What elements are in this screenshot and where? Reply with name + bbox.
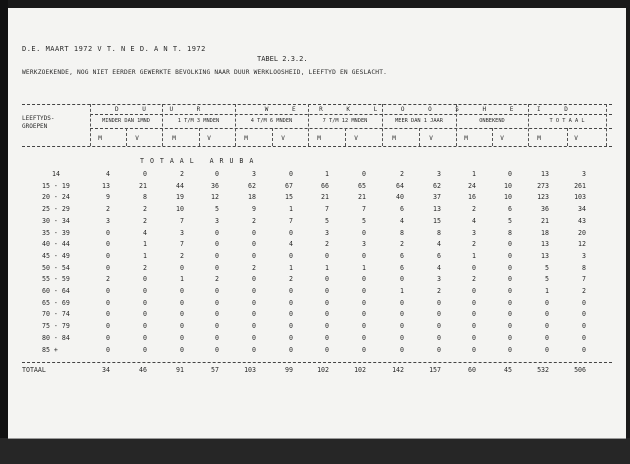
table-cell: 0 (472, 322, 476, 331)
age-group-label: 35 - 39 (42, 228, 70, 237)
table-cell: 7 (582, 275, 586, 284)
table-cell: 5 (545, 263, 549, 272)
table-cell: 0 (508, 170, 512, 178)
table-cell: 0 (472, 287, 476, 295)
table-cell: 2 (143, 263, 147, 272)
table-cell: 13 (541, 170, 549, 178)
table-cell: 0 (180, 310, 184, 319)
table-cell: 0 (582, 310, 586, 319)
table-cell: 0 (289, 333, 293, 342)
table-cell: 0 (508, 298, 512, 307)
duration-group-header: MEER DAN 1 JAAR (395, 118, 443, 124)
duration-group-header: 1 T/M 3 MNDEN (177, 118, 220, 124)
rule-mid (90, 114, 612, 115)
table-cell: 0 (508, 240, 512, 249)
table-cell: 37 (433, 193, 441, 202)
age-group-label: 70 - 74 (42, 310, 70, 319)
table-cell: 0 (325, 251, 329, 260)
table-cell: 3 (180, 228, 184, 237)
table-cell: 9 (252, 205, 256, 214)
table-cell: 0 (582, 298, 586, 307)
table-cell: 0 (362, 287, 366, 295)
total-cell: 91 (176, 366, 184, 374)
table-cell: 103 (574, 193, 586, 202)
table-cell: 4 (437, 240, 441, 249)
table-cell: 44 (176, 181, 184, 190)
table-cell: 13 (541, 251, 549, 260)
table-cell: 13 (433, 205, 441, 214)
table-cell: 4 (289, 240, 293, 249)
table-cell: 3 (106, 216, 110, 225)
total-cell: 45 (504, 366, 512, 374)
table-cell: 0 (106, 228, 110, 237)
table-cell: 2 (325, 240, 329, 249)
age-group-label: 20 - 24 (42, 193, 70, 202)
table-cell: 6 (508, 205, 512, 214)
table-cell: 0 (400, 298, 404, 307)
table-cell: 8 (400, 228, 404, 237)
table-cell: 5 (508, 216, 512, 225)
table-cell: 16 (468, 193, 476, 202)
table-cell: 1 (289, 263, 293, 272)
table-cell: 1 (143, 240, 147, 249)
total-cell: 46 (139, 366, 147, 374)
table-cell: 0 (437, 310, 441, 319)
table-cell: 0 (215, 263, 219, 272)
table-cell: 0 (180, 345, 184, 354)
table-cell: 0 (545, 333, 549, 342)
table-cell: 0 (289, 287, 293, 295)
sex-header: V (574, 135, 578, 142)
table-cell: 2 (143, 205, 147, 214)
table-cell: 0 (143, 333, 147, 342)
table-cell: 0 (215, 228, 219, 237)
table-cell: 0 (143, 275, 147, 284)
table-cell: 0 (180, 298, 184, 307)
table-cell: 2 (180, 251, 184, 260)
table-cell: 67 (285, 181, 293, 190)
table-cell: 0 (289, 310, 293, 319)
table-cell: 8 (143, 193, 147, 202)
table-cell: 15 (433, 216, 441, 225)
sex-header: M (172, 135, 176, 142)
table-cell: 2 (252, 263, 256, 272)
age-group-label: 60 - 64 (42, 287, 70, 295)
table-cell: 0 (472, 310, 476, 319)
table-cell: 0 (325, 298, 329, 307)
table-cell: 1 (472, 170, 476, 178)
sex-header: M (392, 135, 396, 142)
table-cell: 0 (215, 333, 219, 342)
table-cell: 1 (180, 275, 184, 284)
table-cell: 3 (325, 228, 329, 237)
table-cell: 12 (578, 240, 586, 249)
total-cell: 506 (574, 366, 586, 374)
table-cell: 10 (176, 205, 184, 214)
table-cell: 0 (252, 228, 256, 237)
duration-super-header: D U U R W E R K L O O S H E I D (115, 106, 578, 113)
age-group-label: 80 - 84 (42, 333, 70, 342)
age-group-label: 30 - 34 (42, 216, 70, 225)
table-cell: 1 (400, 287, 404, 295)
table-cell: 7 (180, 216, 184, 225)
age-group-label: 25 - 29 (42, 205, 70, 214)
table-cell: 6 (437, 251, 441, 260)
rule-top (22, 104, 612, 105)
table-cell: 0 (252, 310, 256, 319)
table-cell: 0 (289, 228, 293, 237)
table-cell: 66 (321, 181, 329, 190)
sex-header: V (281, 135, 285, 142)
table-cell: 0 (215, 170, 219, 178)
table-cell: 3 (437, 275, 441, 284)
table-cell: 21 (321, 193, 329, 202)
table-cell: 2 (252, 216, 256, 225)
table-cell: 21 (139, 181, 147, 190)
table-cell: 2 (437, 287, 441, 295)
age-group-header: LEEFTYDS- GROEPEN (22, 115, 55, 130)
total-cell: 102 (317, 366, 329, 374)
binding-edge (0, 0, 8, 464)
sex-header: M (98, 135, 102, 142)
total-cell: 34 (102, 366, 110, 374)
table-cell: 0 (582, 322, 586, 331)
table-cell: 0 (215, 322, 219, 331)
table-cell: 0 (472, 298, 476, 307)
table-cell: 6 (400, 251, 404, 260)
table-cell: 5 (215, 205, 219, 214)
table-cell: 0 (400, 333, 404, 342)
age-group-label: 75 - 79 (42, 322, 70, 331)
table-cell: 65 (358, 181, 366, 190)
table-cell: 1 (545, 287, 549, 295)
table-cell: 6 (400, 263, 404, 272)
table-cell: 13 (102, 181, 110, 190)
total-cell: 99 (285, 366, 293, 374)
table-cell: 0 (180, 322, 184, 331)
table-cell: 34 (578, 205, 586, 214)
total-cell: 142 (392, 366, 404, 374)
table-number: TABEL 2.3.2. (257, 55, 308, 63)
table-cell: 4 (106, 170, 110, 178)
table-cell: 7 (180, 240, 184, 249)
table-cell: 0 (325, 310, 329, 319)
table-cell: 2 (400, 170, 404, 178)
table-cell: 0 (362, 251, 366, 260)
table-cell: 0 (325, 287, 329, 295)
rule-total (22, 362, 612, 363)
table-cell: 273 (537, 181, 549, 190)
table-cell: 0 (437, 322, 441, 331)
table-cell: 4 (472, 216, 476, 225)
table-cell: 0 (106, 310, 110, 319)
table-cell: 36 (211, 181, 219, 190)
table-cell: 0 (508, 345, 512, 354)
table-cell: 0 (437, 333, 441, 342)
sex-header: V (429, 135, 433, 142)
table-cell: 0 (437, 345, 441, 354)
table-cell: 0 (106, 298, 110, 307)
table-cell: 2 (472, 205, 476, 214)
table-cell: 0 (362, 275, 366, 284)
table-cell: 21 (541, 216, 549, 225)
table-cell: 0 (289, 251, 293, 260)
table-cell: 5 (325, 216, 329, 225)
total-cell: 60 (468, 366, 476, 374)
table-cell: 0 (362, 345, 366, 354)
sex-header: M (537, 135, 541, 142)
table-cell: 0 (362, 228, 366, 237)
table-cell: 0 (143, 310, 147, 319)
table-cell: 0 (252, 322, 256, 331)
table-cell: 21 (358, 193, 366, 202)
table-cell: 2 (582, 287, 586, 295)
table-cell: 0 (325, 322, 329, 331)
table-cell: 0 (106, 251, 110, 260)
table-cell: 0 (325, 333, 329, 342)
table-cell: 0 (252, 240, 256, 249)
table-cell: 0 (215, 310, 219, 319)
table-cell: 0 (325, 345, 329, 354)
section-title: T O T A A L A R U B A (140, 157, 255, 165)
table-cell: 0 (582, 345, 586, 354)
table-cell: 0 (180, 263, 184, 272)
table-cell: 0 (545, 322, 549, 331)
table-cell: 0 (143, 322, 147, 331)
table-cell: 0 (545, 345, 549, 354)
table-cell: 0 (400, 322, 404, 331)
table-cell: 3 (252, 170, 256, 178)
table-cell: 8 (508, 228, 512, 237)
duration-group-header: T O T A A L (549, 118, 585, 124)
table-cell: 2 (106, 275, 110, 284)
table-cell: 4 (437, 263, 441, 272)
table-cell: 2 (472, 275, 476, 284)
age-group-label: 14 (52, 170, 60, 178)
duration-group-header: 7 T/M 12 MNDEN (322, 118, 368, 124)
table-cell: 0 (362, 298, 366, 307)
table-cell: 5 (545, 275, 549, 284)
table-cell: 0 (508, 287, 512, 295)
total-cell: 103 (244, 366, 256, 374)
table-cell: 62 (433, 181, 441, 190)
table-cell: 0 (325, 275, 329, 284)
table-cell: 7 (325, 205, 329, 214)
table-cell: 5 (362, 216, 366, 225)
table-cell: 12 (211, 193, 219, 202)
table-cell: 0 (106, 333, 110, 342)
table-cell: 0 (472, 345, 476, 354)
sex-header: V (354, 135, 358, 142)
table-cell: 1 (472, 251, 476, 260)
table-cell: 0 (508, 275, 512, 284)
table-cell: 18 (248, 193, 256, 202)
table-cell: 3 (472, 228, 476, 237)
table-cell: 0 (582, 333, 586, 342)
table-cell: 4 (143, 228, 147, 237)
age-group-label: 40 - 44 (42, 240, 70, 249)
table-cell: 20 (578, 228, 586, 237)
table-cell: 123 (537, 193, 549, 202)
table-cell: 0 (362, 322, 366, 331)
duration-group-header: MINDER DAN 1MND (102, 118, 150, 124)
table-cell: 0 (289, 345, 293, 354)
age-group-label: 85 + (42, 345, 58, 354)
table-cell: 0 (508, 333, 512, 342)
table-cell: 24 (468, 181, 476, 190)
duration-group-header: 4 T/M 6 MNDEN (250, 118, 293, 124)
sex-header: M (244, 135, 248, 142)
table-cell: 10 (504, 193, 512, 202)
table-cell: 3 (582, 251, 586, 260)
sex-header: M (464, 135, 468, 142)
table-cell: 0 (508, 263, 512, 272)
table-cell: 1 (325, 263, 329, 272)
table-cell: 0 (252, 298, 256, 307)
table-cell: 2 (472, 240, 476, 249)
table-cell: 0 (400, 345, 404, 354)
table-cell: 0 (289, 322, 293, 331)
total-row-label: TOTAAL (22, 366, 46, 374)
scan-border (0, 438, 630, 464)
rule-bottom-header (22, 146, 612, 147)
table-cell: 0 (508, 322, 512, 331)
table-cell: 15 (285, 193, 293, 202)
table-cell: 0 (106, 287, 110, 295)
table-cell: 0 (472, 333, 476, 342)
document-header: D.E. MAART 1972 V T. N E D. A N T. 1972 (22, 45, 206, 53)
table-cell: 7 (362, 205, 366, 214)
table-cell: 18 (541, 228, 549, 237)
age-group-label: 15 - 19 (42, 181, 70, 190)
table-cell: 0 (508, 251, 512, 260)
duration-group-header: ONBEKEND (479, 118, 505, 124)
table-cell: 0 (180, 333, 184, 342)
total-cell: 532 (537, 366, 549, 374)
table-cell: 2 (289, 275, 293, 284)
table-cell: 3 (582, 170, 586, 178)
table-cell: 10 (504, 181, 512, 190)
table-cell: 0 (472, 263, 476, 272)
table-cell: 0 (215, 287, 219, 295)
age-group-label: 50 - 54 (42, 263, 70, 272)
age-group-label: 45 - 49 (42, 251, 70, 260)
table-cell: 0 (545, 298, 549, 307)
sex-header: V (500, 135, 504, 142)
table-cell: 1 (325, 170, 329, 178)
table-cell: 6 (400, 205, 404, 214)
table-cell: 2 (106, 205, 110, 214)
table-cell: 0 (215, 240, 219, 249)
total-cell: 57 (211, 366, 219, 374)
table-cell: 2 (143, 216, 147, 225)
table-cell: 9 (106, 193, 110, 202)
table-cell: 261 (574, 181, 586, 190)
table-cell: 0 (252, 275, 256, 284)
table-cell: 64 (396, 181, 404, 190)
table-cell: 4 (400, 216, 404, 225)
table-cell: 0 (180, 287, 184, 295)
table-cell: 8 (437, 228, 441, 237)
table-cell: 0 (252, 287, 256, 295)
table-cell: 0 (106, 240, 110, 249)
table-cell: 0 (362, 310, 366, 319)
table-cell: 0 (143, 287, 147, 295)
table-cell: 0 (508, 310, 512, 319)
table-cell: 0 (106, 263, 110, 272)
table-cell: 0 (143, 298, 147, 307)
table-cell: 36 (541, 205, 549, 214)
table-cell: 62 (248, 181, 256, 190)
table-cell: 1 (143, 251, 147, 260)
table-cell: 0 (400, 310, 404, 319)
table-cell: 3 (215, 216, 219, 225)
table-cell: 0 (362, 170, 366, 178)
table-cell: 0 (106, 322, 110, 331)
table-cell: 3 (437, 170, 441, 178)
table-caption: WERKZOEKENDE, NOG NIET EERDER GEWERKTE BEVOLKING NAAR DUUR WERKLOOSHEID, LEEFTYD EN GESLACHT. (22, 69, 388, 76)
table-cell: 0 (545, 310, 549, 319)
table-cell: 0 (289, 170, 293, 178)
age-group-label: 65 - 69 (42, 298, 70, 307)
table-cell: 0 (400, 275, 404, 284)
table-cell: 1 (362, 263, 366, 272)
table-cell: 0 (143, 170, 147, 178)
table-cell: 13 (541, 240, 549, 249)
table-cell: 2 (180, 170, 184, 178)
table-cell: 0 (215, 345, 219, 354)
sex-header: V (207, 135, 211, 142)
table-cell: 0 (252, 333, 256, 342)
table-cell: 0 (252, 251, 256, 260)
table-cell: 0 (215, 251, 219, 260)
table-cell: 0 (252, 345, 256, 354)
total-cell: 157 (429, 366, 441, 374)
table-cell: 0 (106, 345, 110, 354)
table-cell: 7 (289, 216, 293, 225)
sex-header: V (135, 135, 139, 142)
total-cell: 102 (354, 366, 366, 374)
table-cell: 0 (289, 298, 293, 307)
table-cell: 1 (289, 205, 293, 214)
sex-header: M (317, 135, 321, 142)
table-cell: 2 (400, 240, 404, 249)
age-group-label: 55 - 59 (42, 275, 70, 284)
table-cell: 43 (578, 216, 586, 225)
column-divider (606, 104, 607, 146)
table-cell: 40 (396, 193, 404, 202)
sex-divider (419, 128, 420, 146)
rule-sex (90, 128, 612, 129)
table-cell: 2 (215, 275, 219, 284)
table-cell: 0 (143, 345, 147, 354)
table-cell: 0 (215, 298, 219, 307)
table-cell: 3 (362, 240, 366, 249)
table-cell: 19 (176, 193, 184, 202)
table-cell: 0 (437, 298, 441, 307)
table-cell: 8 (582, 263, 586, 272)
table-cell: 0 (362, 333, 366, 342)
